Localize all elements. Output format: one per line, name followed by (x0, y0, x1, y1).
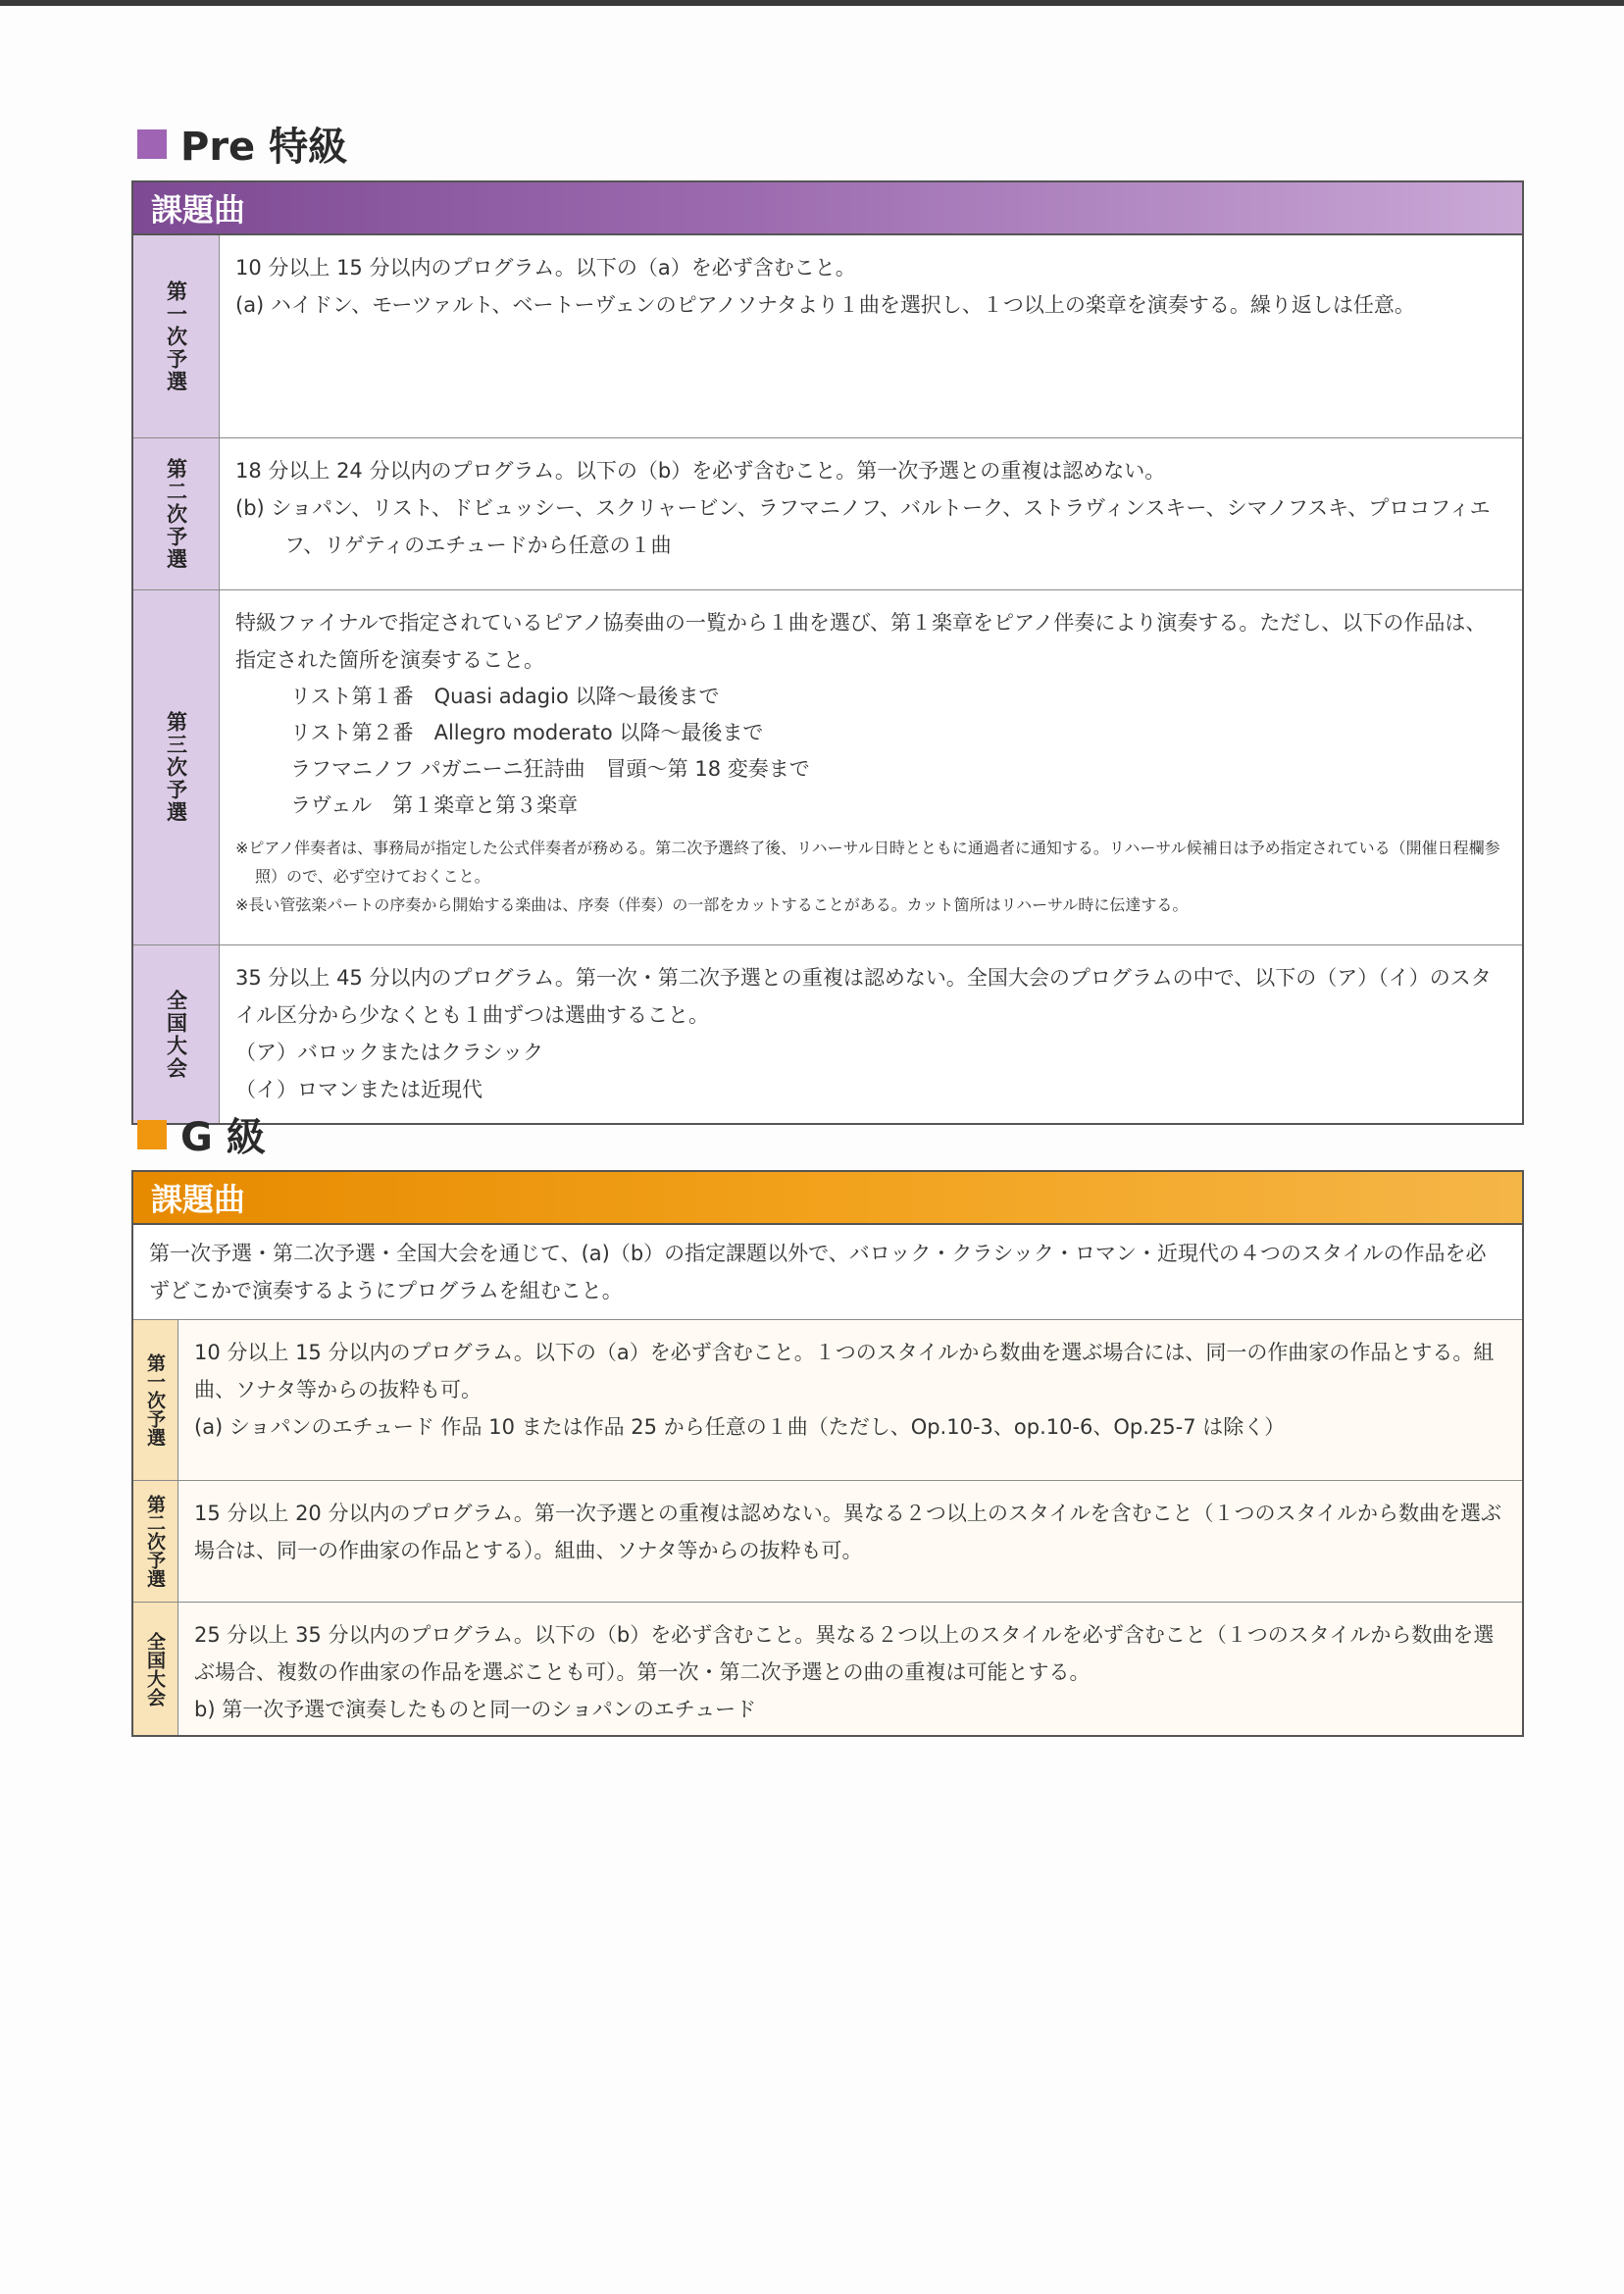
pre-round2-line: (b) ショパン、リスト、ドビュッシー、スクリャービン、ラフマニノフ、バルトーク、ストラヴィンスキー、シマノフスキ、プロコフィエフ、リゲティのエチュードから任意の１曲 (235, 496, 1491, 557)
pre-final-label: 全国大会 (164, 989, 188, 1080)
pre-row-label (133, 235, 220, 437)
g-row-round1 (133, 1319, 1522, 1480)
g-intro: 第一次予選・第二次予選・全国大会を通じて、(a)（b）の指定課題以外で、バロック・クラシック・ロマン・近現代の４つのスタイルの作品を必ずどこかで演奏するようにプログラムを組むこと。 (149, 1242, 1487, 1302)
pre-row-body (220, 235, 1522, 437)
g-round1-line: (a) ショパンのエチュード 作品 10 または作品 25 から任意の１曲（ただし、Op.10-3、op.10-6、Op.25-7 は除く） (194, 1415, 1286, 1439)
pre-section-title (137, 116, 347, 172)
g-round1-label: 第一次予選 (144, 1353, 166, 1447)
g-row-round2 (133, 1480, 1522, 1602)
g-row-body (178, 1481, 1522, 1602)
pre-round1-line: 10 分以上 15 分以内のプログラム。以下の（a）を必ず含むこと。 (235, 256, 856, 280)
pre-row-body (220, 438, 1522, 589)
g-row-body (178, 1603, 1522, 1735)
pre-row-final (133, 944, 1522, 1123)
g-row-label (133, 1320, 178, 1480)
g-final-line: b) 第一次予選で演奏したものと同一のショパンのエチュード (194, 1698, 757, 1721)
pre-table-header: 課題曲 (133, 182, 1522, 235)
g-section-title (137, 1106, 266, 1162)
g-row-final (133, 1602, 1522, 1735)
pre-round3-label: 第三次予選 (164, 711, 188, 824)
pre-round3-piece: リスト第２番 Allegro moderato 以降～最後まで (290, 721, 764, 744)
pre-row-round1 (133, 235, 1522, 437)
g-square-icon (137, 1120, 167, 1149)
pre-row-round3 (133, 589, 1522, 944)
pre-row-label (133, 438, 220, 589)
pre-round3-piece: ラヴェル 第１楽章と第３楽章 (290, 793, 579, 817)
g-final-line: 25 分以上 35 分以内のプログラム。以下の（b）を必ず含むこと。異なる２つ以上のスタイルを必ず含むこと（１つのスタイルから数曲を選ぶ場合、複数の作曲家の作品を選ぶことも可）。第一次・第二次予選との曲の重複は可能とする。 (194, 1623, 1495, 1684)
pre-round2-line: 18 分以上 24 分以内のプログラム。以下の（b）を必ず含むこと。第一次予選との重複は認めない。 (235, 459, 1166, 483)
pre-round1-label: 第一次予選 (164, 280, 188, 393)
g-title-text: G 級 (180, 1115, 266, 1160)
g-row-body (178, 1320, 1522, 1480)
pre-title-text: Pre 特級 (180, 125, 348, 170)
pre-round3-intro: 特級ファイナルで指定されているピアノ協奏曲の一覧から１曲を選び、第１楽章をピアノ伴奏により演奏する。ただし、以下の作品は、指定された箇所を演奏すること。 (235, 611, 1487, 672)
pre-square-icon (137, 129, 167, 159)
g-round2-line: 15 分以上 20 分以内のプログラム。第一次予選との重複は認めない。異なる２つ以上のスタイルを含むこと（１つのスタイルから数曲を選ぶ場合は、同一の作曲家の作品とする）。組曲、ソナタ等からの抜粋も可。 (194, 1502, 1502, 1562)
pre-row-label (133, 945, 220, 1123)
g-round2-label: 第二次予選 (144, 1495, 166, 1588)
pre-final-line: （ア）バロックまたはクラシック (235, 1041, 544, 1064)
pre-row-round2 (133, 437, 1522, 589)
pre-round3-piece: リスト第１番 Quasi adagio 以降～最後まで (290, 685, 720, 708)
g-final-label: 全国大会 (144, 1631, 166, 1707)
pre-round2-label: 第二次予選 (164, 457, 188, 571)
pre-row-label (133, 590, 220, 944)
g-row-label (133, 1481, 178, 1602)
pre-final-line: （イ）ロマンまたは近現代 (235, 1078, 482, 1101)
pre-row-body (220, 590, 1522, 944)
pre-round3-note: ※長い管弦楽パートの序奏から開始する楽曲は、序奏（伴奏）の一部をカットすることがある。カット箇所はリハーサル時に伝達する。 (235, 895, 1189, 914)
pre-row-body (220, 945, 1522, 1123)
pre-round3-piece: ラフマニノフ パガニーニ狂詩曲 冒頭～第 18 変奏まで (290, 757, 810, 781)
pre-round3-note: ※ピアノ伴奏者は、事務局が指定した公式伴奏者が務める。第二次予選終了後、リハーサル日時とともに通過者に通知する。リハーサル候補日は予め指定されている（開催日程欄参照）ので、必ず空けておくこと。 (235, 839, 1500, 886)
pre-final-line: 35 分以上 45 分以内のプログラム。第一次・第二次予選との重複は認めない。全国大会のプログラムの中で、以下の（ア）（イ）のスタイル区分から少なくとも１曲ずつは選曲すること。 (235, 966, 1492, 1027)
g-table (131, 1170, 1524, 1737)
pre-table (131, 180, 1524, 1125)
pre-round1-line: (a) ハイドン、モーツァルト、ベートーヴェンのピアノソナタより１曲を選択し、１つ以上の楽章を演奏する。繰り返しは任意。 (235, 293, 1415, 317)
top-border (0, 0, 1624, 6)
g-row-label (133, 1603, 178, 1735)
g-table-header: 課題曲 (133, 1172, 1522, 1225)
g-round1-line: 10 分以上 15 分以内のプログラム。以下の（a）を必ず含むこと。１つのスタイルから数曲を選ぶ場合には、同一の作曲家の作品とする。組曲、ソナタ等からの抜粋も可。 (194, 1341, 1495, 1402)
